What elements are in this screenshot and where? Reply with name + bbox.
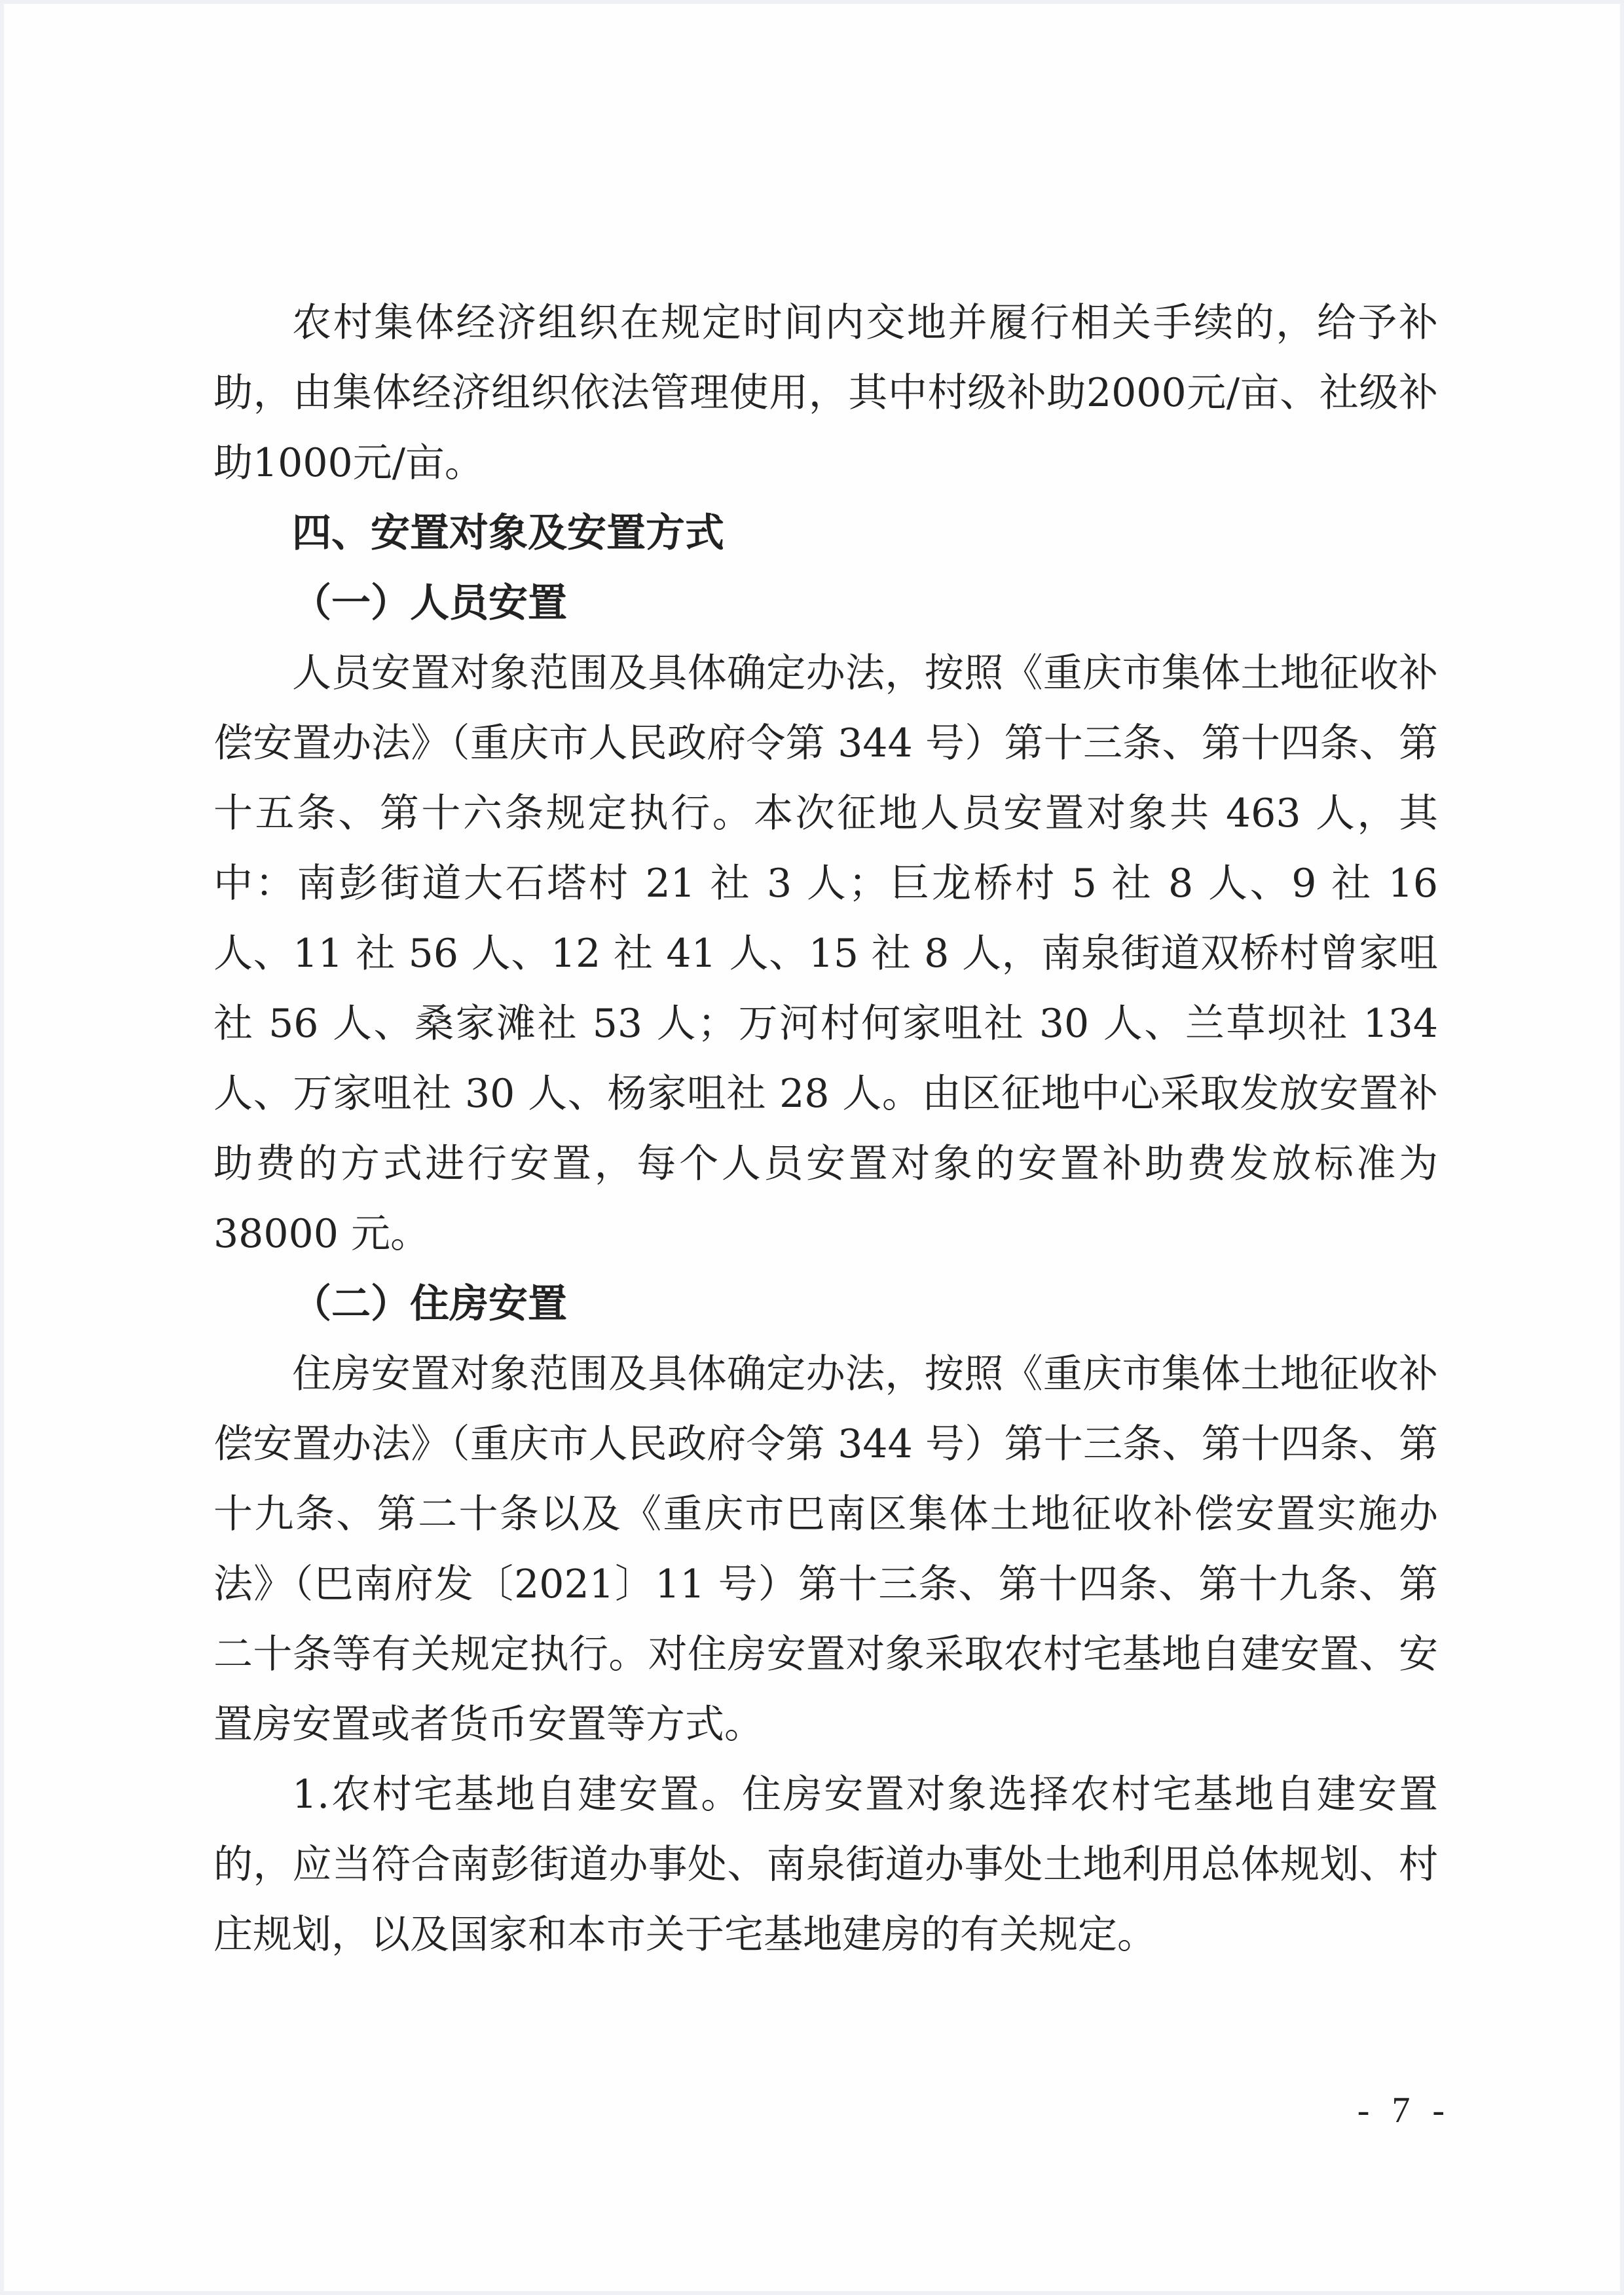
paragraph-homestead: 1.农村宅基地自建安置。住房安置对象选择农村宅基地自建安置的，应当符合南彭街道办事处、南泉街道办事处土地利用总体规划、村庄规划，以及国家和本市关于宅基地建房的有关规定。 (213, 1772, 1438, 1958)
document-body (213, 288, 1438, 1970)
subheading-personnel: （一）人员安置 (292, 580, 567, 626)
section-heading-resettlement: 四、安置对象及安置方式 (292, 510, 724, 556)
subheading-housing: （二）住房安置 (292, 1281, 567, 1327)
page-number: - 7 - (1357, 2090, 1451, 2131)
paragraph-housing: 住房安置对象范围及具体确定办法，按照《重庆市集体土地征收补偿安置办法》（重庆市人民政府令第 344 号）第十三条、第十四条、第十九条、第二十条以及《重庆市巴南区集体土地征收补偿安置实施办法》（巴南府发〔2021〕11 号）第十三条、第十四条、第十九条、第二十条等有关规定执行。对住房安置对象采取农村宅基地自建安置、安置房安置或者货币安置等方式。 (213, 1351, 1438, 1747)
paragraph-subsidy: 农村集体经济组织在规定时间内交地并履行相关手续的，给予补助，由集体经济组织依法管理使用，其中村级补助2000元/亩、社级补助1000元/亩。 (213, 300, 1438, 486)
paragraph-personnel: 人员安置对象范围及具体确定办法，按照《重庆市集体土地征收补偿安置办法》（重庆市人民政府令第 344 号）第十三条、第十四条、第十五条、第十六条规定执行。本次征地人员安置对象共 463 人，其中：南彭街道大石塔村 21 社 3 人；巨龙桥村 5 社 8 人、9 社 16 人、11 社 56 人、12 社 41 人、15 社 8 人，南泉街道双桥村曾家咀社 56 人、桑家滩社 53 人；万河村何家咀社 30 人、兰草坝社 134 人、万家咀社 30 人、杨家咀社 28 人。由区征地中心采取发放安置补助费的方式进行安置，每个人员安置对象的安置补助费发放标准为 38000 元。 (213, 650, 1438, 1257)
